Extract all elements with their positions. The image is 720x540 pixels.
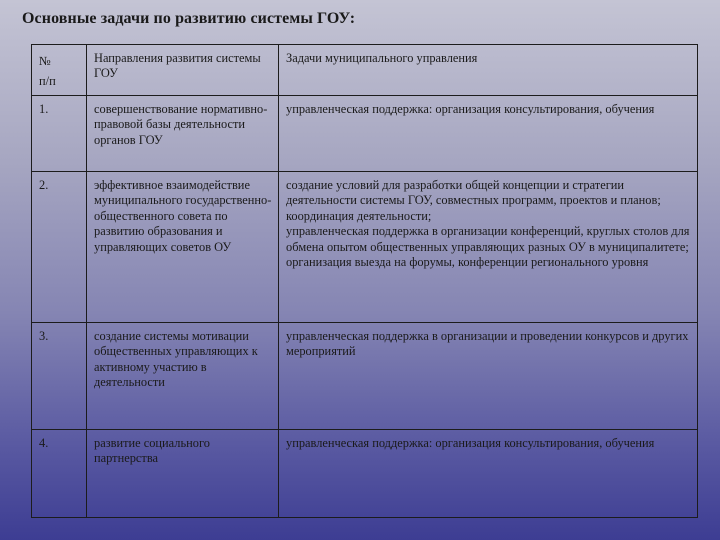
row-tasks (279, 172, 698, 323)
table-row (32, 323, 698, 430)
table-row (32, 430, 698, 518)
row-direction: совершенствование нормативно-правовой базы деятельности органов ГОУ (87, 96, 279, 172)
header-num-abbrev: п/п (39, 74, 56, 88)
tasks-table (31, 44, 698, 518)
row-number: 1. (32, 96, 87, 172)
row-number: 4. (32, 430, 87, 518)
header-num-cell (32, 45, 87, 96)
task-item: организация выезда на форумы, конференции регионального уровня (286, 255, 649, 270)
row-number: 3. (32, 323, 87, 430)
table-row (32, 96, 698, 172)
slide-title: Основные задачи по развитию системы ГОУ: (22, 10, 356, 27)
header-num-symbol: № (39, 54, 51, 68)
header-direction: Направления развития системы ГОУ (87, 45, 279, 96)
header-tasks: Задачи муниципального управления (279, 45, 698, 96)
task-item: управленческая поддержка: организация консультирования, обучения (286, 102, 655, 116)
row-direction: развитие социального партнерства (87, 430, 279, 518)
task-item: управленческая поддержка: организация консультирования, обучения (286, 436, 655, 450)
task-item: создание условий для разработки общей концепции и стратегии деятельности системы ГОУ, совместных программ, проектов и планов; координация деятельности; (286, 178, 661, 223)
table-row (32, 172, 698, 323)
row-direction: создание системы мотивации общественных управляющих к активному участию в деятельности (87, 323, 279, 430)
row-number: 2. (32, 172, 87, 323)
table-header-row (32, 45, 698, 96)
row-tasks (279, 323, 698, 430)
task-item: управленческая поддержка в организации конференций, круглых столов для обмена опытом общественных управляющих разных ОУ в муниципалитете; (286, 224, 690, 254)
row-direction: эффективное взаимодействие муниципального государственно-общественного совета по развитию образования и управляющих советов ОУ (87, 172, 279, 323)
row-tasks (279, 430, 698, 518)
task-item: управленческая поддержка в организации и проведении конкурсов и других мероприятий (286, 329, 689, 359)
row-tasks (279, 96, 698, 172)
